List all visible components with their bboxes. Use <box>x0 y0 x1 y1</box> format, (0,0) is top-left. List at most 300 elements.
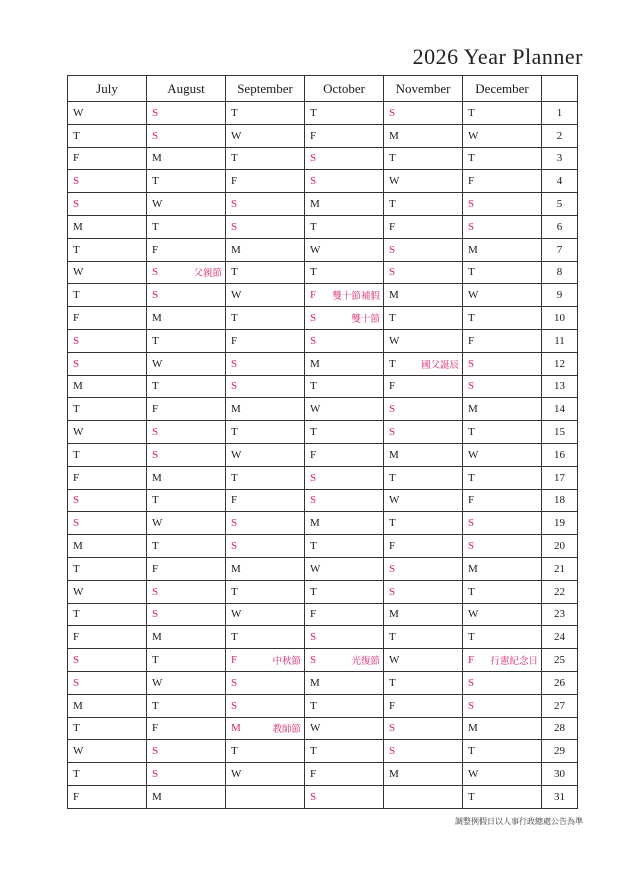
weekday-letter: T <box>231 152 238 165</box>
day-cell-december <box>463 671 542 694</box>
weekday-letter: T <box>231 426 238 439</box>
day-cell-september <box>226 671 305 694</box>
weekday-letter: T <box>310 540 317 553</box>
day-cell-october <box>305 307 384 330</box>
weekday-letter: F <box>152 562 159 575</box>
weekday-letter: S <box>73 676 80 689</box>
day-cell-december <box>463 603 542 626</box>
day-number: 12 <box>542 352 578 375</box>
day-cell-july <box>68 193 147 216</box>
day-cell-november <box>384 603 463 626</box>
weekday-letter: T <box>152 380 159 393</box>
day-cell-september <box>226 193 305 216</box>
weekday-letter: T <box>73 608 80 621</box>
day-number: 18 <box>542 489 578 512</box>
day-cell-august <box>147 626 226 649</box>
day-row <box>68 398 578 421</box>
day-cell-july <box>68 215 147 238</box>
weekday-letter: S <box>152 129 159 142</box>
day-cell-august <box>147 740 226 763</box>
day-cell-october <box>305 261 384 284</box>
weekday-letter: S <box>152 448 159 461</box>
weekday-letter: T <box>231 312 238 325</box>
day-number: 11 <box>542 329 578 352</box>
month-header-december: December <box>463 76 542 102</box>
day-cell-november <box>384 466 463 489</box>
day-cell-december <box>463 626 542 649</box>
weekday-letter: S <box>468 517 475 530</box>
day-cell-october <box>305 102 384 125</box>
day-number: 8 <box>542 261 578 284</box>
weekday-letter: M <box>152 631 162 644</box>
day-cell-december <box>463 580 542 603</box>
day-row <box>68 307 578 330</box>
day-cell-december <box>463 124 542 147</box>
weekday-letter: S <box>468 380 475 393</box>
day-cell-november <box>384 580 463 603</box>
weekday-letter: T <box>152 699 159 712</box>
day-cell-august <box>147 694 226 717</box>
day-number: 6 <box>542 215 578 238</box>
weekday-letter: T <box>389 312 396 325</box>
day-cell-november <box>384 443 463 466</box>
day-row <box>68 717 578 740</box>
weekday-letter: W <box>73 585 84 598</box>
day-cell-july <box>68 557 147 580</box>
day-number: 28 <box>542 717 578 740</box>
day-number: 5 <box>542 193 578 216</box>
day-cell-october <box>305 170 384 193</box>
day-cell-august <box>147 443 226 466</box>
weekday-letter: F <box>310 608 317 621</box>
weekday-letter: S <box>310 152 317 165</box>
day-row <box>68 740 578 763</box>
weekday-letter: F <box>231 175 238 188</box>
holiday-label: 光復節 <box>351 656 380 668</box>
weekday-letter: S <box>73 198 80 211</box>
weekday-letter: T <box>468 312 475 325</box>
weekday-letter: T <box>389 471 396 484</box>
weekday-letter: T <box>231 106 238 119</box>
day-cell-july <box>68 512 147 535</box>
day-cell-october <box>305 124 384 147</box>
weekday-letter: S <box>152 745 159 758</box>
weekday-letter: T <box>231 266 238 279</box>
day-cell-december <box>463 421 542 444</box>
day-cell-july <box>68 170 147 193</box>
weekday-letter: T <box>468 745 475 758</box>
weekday-letter: M <box>310 198 320 211</box>
day-cell-december <box>463 193 542 216</box>
weekday-letter: F <box>468 175 475 188</box>
day-cell-october <box>305 740 384 763</box>
weekday-letter: T <box>73 243 80 256</box>
day-number: 29 <box>542 740 578 763</box>
day-number: 3 <box>542 147 578 170</box>
day-cell-september <box>226 717 305 740</box>
weekday-letter: W <box>389 654 400 667</box>
weekday-letter: S <box>73 517 80 530</box>
day-cell-august <box>147 147 226 170</box>
weekday-letter: S <box>310 334 317 347</box>
weekday-letter: T <box>73 722 80 735</box>
day-cell-august <box>147 238 226 261</box>
day-cell-september <box>226 557 305 580</box>
day-row <box>68 535 578 558</box>
weekday-letter: T <box>73 768 80 780</box>
day-cell-december <box>463 466 542 489</box>
day-cell-july <box>68 443 147 466</box>
day-cell-october <box>305 466 384 489</box>
day-cell-november <box>384 352 463 375</box>
day-cell-october <box>305 215 384 238</box>
weekday-letter: M <box>73 220 83 233</box>
weekday-letter: F <box>389 380 396 393</box>
weekday-letter: M <box>152 152 162 165</box>
day-row <box>68 763 578 786</box>
day-number: 30 <box>542 763 578 786</box>
weekday-letter: T <box>152 175 159 188</box>
weekday-letter: T <box>389 631 396 644</box>
weekday-letter: S <box>152 585 159 598</box>
weekday-letter: S <box>389 106 396 119</box>
weekday-letter: W <box>231 608 242 621</box>
day-number: 7 <box>542 238 578 261</box>
day-cell-september <box>226 785 305 808</box>
weekday-letter: S <box>152 426 159 439</box>
weekday-letter: T <box>152 654 159 667</box>
weekday-letter: T <box>310 106 317 119</box>
day-cell-september <box>226 398 305 421</box>
day-cell-october <box>305 512 384 535</box>
weekday-letter: W <box>231 289 242 302</box>
weekday-letter: S <box>231 699 238 712</box>
day-cell-december <box>463 512 542 535</box>
weekday-letter: F <box>231 654 238 667</box>
weekday-letter: F <box>389 699 396 712</box>
day-cell-december <box>463 443 542 466</box>
day-number: 20 <box>542 535 578 558</box>
weekday-letter: S <box>231 540 238 553</box>
weekday-letter: S <box>231 220 238 233</box>
day-number: 9 <box>542 284 578 307</box>
day-cell-october <box>305 238 384 261</box>
weekday-letter: M <box>468 243 478 256</box>
weekday-letter: T <box>310 585 317 598</box>
day-cell-october <box>305 421 384 444</box>
day-cell-september <box>226 580 305 603</box>
day-cell-august <box>147 352 226 375</box>
day-number: 23 <box>542 603 578 626</box>
weekday-letter: T <box>310 426 317 439</box>
weekday-letter: W <box>231 448 242 461</box>
day-cell-september <box>226 329 305 352</box>
weekday-letter: T <box>468 790 475 803</box>
weekday-letter: W <box>389 494 400 507</box>
weekday-letter: T <box>389 517 396 530</box>
day-cell-july <box>68 535 147 558</box>
day-cell-july <box>68 580 147 603</box>
day-number: 22 <box>542 580 578 603</box>
day-row <box>68 694 578 717</box>
weekday-letter: T <box>73 403 80 416</box>
weekday-letter: W <box>310 722 321 735</box>
day-cell-december <box>463 215 542 238</box>
day-cell-september <box>226 763 305 786</box>
day-cell-july <box>68 102 147 125</box>
weekday-letter: W <box>73 106 84 119</box>
weekday-letter: T <box>73 562 80 575</box>
weekday-letter: F <box>152 243 159 256</box>
weekday-letter: M <box>389 129 399 142</box>
day-number: 4 <box>542 170 578 193</box>
weekday-letter: S <box>389 266 396 279</box>
weekday-letter: S <box>468 676 475 689</box>
day-cell-november <box>384 375 463 398</box>
day-cell-december <box>463 740 542 763</box>
day-cell-november <box>384 261 463 284</box>
weekday-letter: W <box>468 289 479 302</box>
day-cell-august <box>147 649 226 672</box>
weekday-letter: S <box>310 790 317 803</box>
weekday-letter: W <box>73 426 84 439</box>
weekday-letter: T <box>468 426 475 439</box>
weekday-letter: T <box>468 631 475 644</box>
month-header-august: August <box>147 76 226 102</box>
day-cell-july <box>68 147 147 170</box>
weekday-letter: F <box>73 790 80 803</box>
weekday-letter: S <box>231 676 238 689</box>
day-row <box>68 466 578 489</box>
weekday-letter: S <box>310 471 317 484</box>
day-cell-november <box>384 763 463 786</box>
day-cell-october <box>305 535 384 558</box>
day-cell-december <box>463 329 542 352</box>
day-cell-july <box>68 717 147 740</box>
weekday-letter: T <box>231 631 238 644</box>
day-cell-august <box>147 421 226 444</box>
weekday-letter: S <box>310 175 317 188</box>
weekday-letter: F <box>73 152 80 165</box>
day-cell-december <box>463 763 542 786</box>
weekday-letter: S <box>310 654 317 667</box>
weekday-letter: M <box>152 471 162 484</box>
day-cell-july <box>68 238 147 261</box>
day-cell-july <box>68 603 147 626</box>
planner-title: 2026 Year Planner <box>412 44 583 69</box>
day-cell-july <box>68 124 147 147</box>
weekday-letter: T <box>73 448 80 461</box>
weekday-letter: F <box>73 631 80 644</box>
day-cell-november <box>384 740 463 763</box>
weekday-letter: S <box>468 540 475 553</box>
day-cell-december <box>463 170 542 193</box>
weekday-letter: F <box>231 494 238 507</box>
weekday-letter: W <box>389 334 400 347</box>
weekday-letter: S <box>231 198 238 211</box>
weekday-letter: W <box>231 129 242 142</box>
day-cell-october <box>305 694 384 717</box>
day-cell-december <box>463 102 542 125</box>
weekday-letter: F <box>152 722 159 735</box>
day-cell-august <box>147 307 226 330</box>
month-header-july: July <box>68 76 147 102</box>
day-cell-july <box>68 785 147 808</box>
weekday-letter: M <box>152 312 162 325</box>
weekday-letter: M <box>468 403 478 416</box>
weekday-letter: S <box>73 494 80 507</box>
day-cell-october <box>305 147 384 170</box>
day-row <box>68 170 578 193</box>
day-cell-december <box>463 147 542 170</box>
day-cell-july <box>68 466 147 489</box>
day-cell-december <box>463 238 542 261</box>
day-number: 15 <box>542 421 578 444</box>
day-cell-december <box>463 489 542 512</box>
weekday-letter: M <box>389 289 399 302</box>
day-cell-november <box>384 307 463 330</box>
day-cell-november <box>384 626 463 649</box>
day-row <box>68 215 578 238</box>
weekday-letter: S <box>152 266 159 279</box>
day-cell-september <box>226 284 305 307</box>
day-row <box>68 147 578 170</box>
day-cell-october <box>305 352 384 375</box>
holiday-label: 父親節 <box>193 268 222 280</box>
day-cell-september <box>226 238 305 261</box>
weekday-letter: W <box>73 266 84 279</box>
day-cell-september <box>226 307 305 330</box>
day-cell-september <box>226 603 305 626</box>
day-cell-july <box>68 375 147 398</box>
day-cell-august <box>147 763 226 786</box>
holiday-label: 行憲紀念日 <box>490 656 538 668</box>
weekday-letter: M <box>231 403 241 416</box>
day-cell-september <box>226 170 305 193</box>
weekday-letter: M <box>389 608 399 621</box>
weekday-letter: W <box>468 129 479 142</box>
month-header-september: September <box>226 76 305 102</box>
day-number: 21 <box>542 557 578 580</box>
day-cell-october <box>305 763 384 786</box>
day-row <box>68 421 578 444</box>
day-cell-august <box>147 375 226 398</box>
weekday-letter: W <box>152 357 163 370</box>
day-cell-october <box>305 329 384 352</box>
day-number: 24 <box>542 626 578 649</box>
day-cell-september <box>226 421 305 444</box>
weekday-letter: W <box>152 676 163 689</box>
weekday-letter: S <box>389 745 396 758</box>
day-cell-november <box>384 147 463 170</box>
weekday-letter: T <box>310 699 317 712</box>
day-cell-november <box>384 329 463 352</box>
weekday-letter: S <box>73 654 80 667</box>
day-cell-september <box>226 489 305 512</box>
weekday-letter: S <box>310 631 317 644</box>
day-number: 31 <box>542 785 578 808</box>
weekday-letter: W <box>310 403 321 416</box>
day-cell-august <box>147 489 226 512</box>
weekday-letter: F <box>389 220 396 233</box>
weekday-letter: S <box>152 106 159 119</box>
day-row <box>68 626 578 649</box>
day-number: 2 <box>542 124 578 147</box>
day-row <box>68 649 578 672</box>
day-cell-july <box>68 763 147 786</box>
day-cell-december <box>463 785 542 808</box>
weekday-letter: S <box>389 722 396 735</box>
day-cell-november <box>384 557 463 580</box>
holiday-label: 雙十節補假 <box>332 291 380 303</box>
day-cell-october <box>305 649 384 672</box>
day-cell-november <box>384 398 463 421</box>
day-cell-september <box>226 352 305 375</box>
weekday-letter: F <box>73 471 80 484</box>
weekday-letter: S <box>389 403 396 416</box>
day-row <box>68 329 578 352</box>
weekday-letter: S <box>389 585 396 598</box>
weekday-letter: M <box>468 722 478 735</box>
weekday-letter: S <box>310 494 317 507</box>
day-row <box>68 238 578 261</box>
weekday-letter: F <box>389 540 396 553</box>
weekday-letter: T <box>73 289 80 302</box>
day-cell-october <box>305 284 384 307</box>
weekday-letter: T <box>389 357 396 370</box>
weekday-letter: M <box>231 562 241 575</box>
day-cell-december <box>463 557 542 580</box>
day-cell-august <box>147 535 226 558</box>
day-cell-september <box>226 535 305 558</box>
weekday-letter: F <box>310 768 317 780</box>
weekday-letter: T <box>468 471 475 484</box>
day-cell-september <box>226 124 305 147</box>
weekday-letter: W <box>468 448 479 461</box>
day-cell-august <box>147 603 226 626</box>
weekday-letter: T <box>468 152 475 165</box>
day-cell-july <box>68 671 147 694</box>
day-row <box>68 557 578 580</box>
weekday-letter: T <box>73 129 80 142</box>
day-number: 17 <box>542 466 578 489</box>
day-cell-december <box>463 535 542 558</box>
weekday-letter: T <box>310 220 317 233</box>
day-row <box>68 102 578 125</box>
weekday-letter: S <box>389 426 396 439</box>
day-cell-october <box>305 443 384 466</box>
holiday-label: 教師節 <box>272 724 301 736</box>
holiday-label: 國父誕辰 <box>420 359 459 371</box>
day-row <box>68 443 578 466</box>
day-number: 25 <box>542 649 578 672</box>
day-cell-november <box>384 215 463 238</box>
day-cell-september <box>226 694 305 717</box>
weekday-letter: T <box>468 266 475 279</box>
day-number: 10 <box>542 307 578 330</box>
day-row <box>68 785 578 808</box>
weekday-letter: T <box>389 676 396 689</box>
day-number-header <box>542 76 578 102</box>
month-header-october: October <box>305 76 384 102</box>
day-cell-december <box>463 352 542 375</box>
day-cell-august <box>147 466 226 489</box>
weekday-letter: S <box>310 312 317 325</box>
day-cell-august <box>147 215 226 238</box>
day-cell-november <box>384 671 463 694</box>
day-cell-july <box>68 740 147 763</box>
day-cell-october <box>305 193 384 216</box>
